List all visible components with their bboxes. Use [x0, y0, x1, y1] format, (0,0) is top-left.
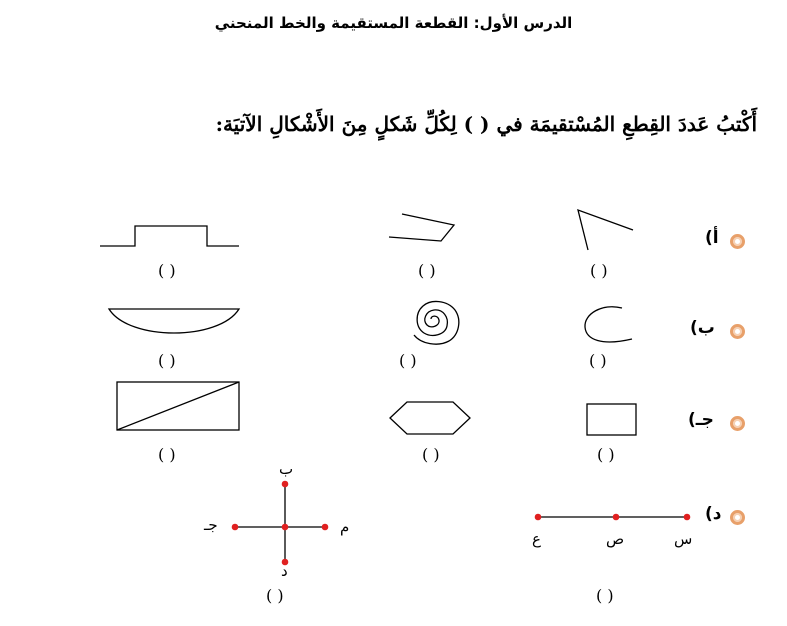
shape-square: [585, 402, 639, 438]
point-label-dal: د: [281, 562, 288, 580]
exercise-instruction: أَكْتبُ عَددَ القِطعِ المُسْتقيمَة في ( ) لِكُلِّ شَكلٍ مِنَ الأَشْكالِ الآتيَة:: [215, 112, 757, 136]
answer-blank-a1[interactable]: ( ): [590, 261, 608, 280]
row-label-a: أ): [705, 228, 719, 248]
bullet-icon: [730, 234, 745, 249]
point-marker: [282, 524, 289, 531]
answer-blank-b2[interactable]: ( ): [399, 351, 417, 370]
answer-blank-b1[interactable]: ( ): [589, 351, 607, 370]
bullet-icon: [730, 324, 745, 339]
point-marker: [613, 514, 620, 521]
answer-blank-c1[interactable]: ( ): [597, 445, 615, 464]
answer-blank-d1[interactable]: ( ): [596, 586, 614, 605]
point-marker: [322, 524, 329, 531]
answer-blank-a3[interactable]: ( ): [158, 261, 176, 280]
point-label-sad: ص: [606, 530, 625, 548]
answer-blank-d2[interactable]: ( ): [266, 586, 284, 605]
answer-blank-a2[interactable]: ( ): [418, 261, 436, 280]
row-label-b: ب): [690, 318, 715, 338]
shape-step-path: [99, 222, 241, 248]
shape-rectangle-diagonal: [115, 380, 241, 432]
shape-curve-arc: [580, 302, 636, 348]
point-label-ain: ع: [532, 530, 541, 548]
row-label-d: د): [705, 504, 722, 524]
bullet-icon: [730, 416, 745, 431]
point-label-meem: م: [340, 518, 350, 536]
answer-blank-c2[interactable]: ( ): [422, 445, 440, 464]
answer-blank-c3[interactable]: ( ): [158, 445, 176, 464]
point-marker: [282, 481, 289, 488]
lesson-title: الدرس الأول: القطعة المستقيمة والخط المنحني: [214, 14, 573, 32]
shape-half-disc: [107, 303, 241, 345]
shape-cross-points: [227, 476, 333, 568]
point-marker: [232, 524, 239, 531]
point-label-ba: ب: [279, 460, 294, 478]
shape-spiral: [405, 295, 465, 345]
row-label-c: جـ): [688, 410, 714, 430]
point-label-seen: س: [674, 530, 693, 548]
shape-angle: [575, 208, 637, 253]
point-marker: [684, 514, 691, 521]
point-label-jeem: جـ: [204, 516, 218, 534]
point-marker: [535, 514, 542, 521]
bullet-icon: [730, 510, 745, 525]
shape-open-quadrilateral: [388, 208, 460, 243]
answer-blank-b3[interactable]: ( ): [158, 351, 176, 370]
shape-hexagon: [388, 400, 472, 436]
shape-segment-points: [530, 510, 695, 524]
